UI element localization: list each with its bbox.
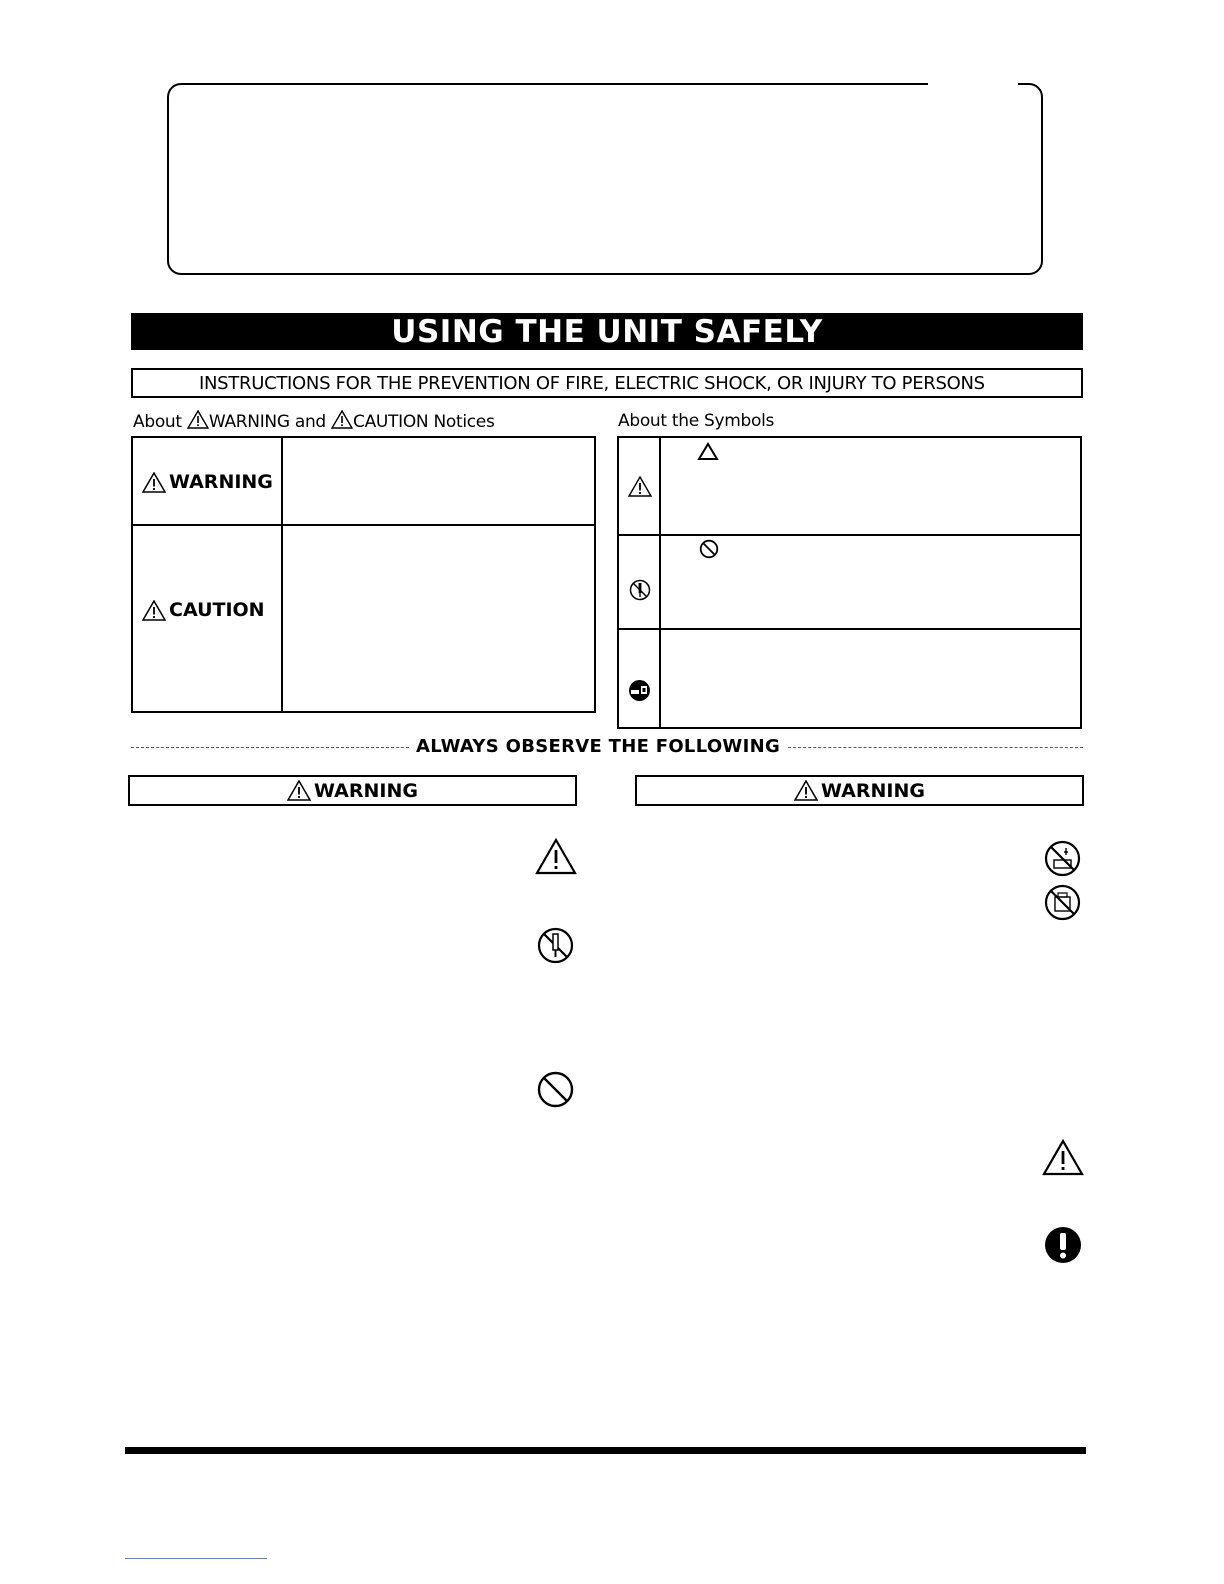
caption-about: About bbox=[133, 412, 182, 432]
mandatory-exclamation-icon bbox=[1044, 1226, 1082, 1264]
warning-triangle-icon bbox=[142, 600, 166, 621]
footer-link-underline bbox=[125, 1558, 267, 1559]
warning-triangle-icon bbox=[287, 780, 311, 801]
unplug-icon bbox=[628, 679, 651, 702]
no-disassemble-icon bbox=[629, 579, 651, 601]
observe-heading: ALWAYS OBSERVE THE FOLLOWING bbox=[415, 736, 781, 757]
symbols-caption: About the Symbols bbox=[618, 411, 775, 431]
left-warning-label: WARNING bbox=[314, 779, 418, 802]
no-disassemble-icon bbox=[537, 927, 574, 964]
dashed-rule bbox=[788, 747, 1083, 748]
footer-rule bbox=[125, 1447, 1086, 1454]
notice-frame-gap bbox=[928, 80, 1018, 88]
warning-triangle-icon bbox=[535, 838, 577, 875]
caption-caution: CAUTION Notices bbox=[353, 412, 495, 432]
caution-label: CAUTION bbox=[169, 599, 265, 621]
table-divider bbox=[281, 438, 283, 711]
right-warning-label: WARNING bbox=[821, 779, 925, 802]
left-warning-header bbox=[128, 775, 577, 806]
warning-triangle-icon bbox=[142, 472, 166, 493]
warning-triangle-icon bbox=[1042, 1139, 1084, 1176]
no-liquid-container-icon bbox=[1044, 884, 1081, 921]
prohibited-icon bbox=[699, 539, 719, 559]
page-subtitle: INSTRUCTIONS FOR THE PREVENTION OF FIRE, ELECTRIC SHOCK, OR INJURY TO PERSONS bbox=[131, 368, 1083, 398]
right-warning-header bbox=[635, 775, 1084, 806]
warning-triangle-icon bbox=[628, 476, 652, 497]
warning-triangle-icon bbox=[187, 410, 209, 429]
caution-notice-label bbox=[142, 599, 265, 621]
warning-notice-label bbox=[142, 471, 273, 493]
dashed-rule bbox=[131, 747, 409, 748]
notices-caption bbox=[133, 410, 495, 432]
no-water-icon bbox=[1044, 840, 1081, 877]
triangle-symbol-icon bbox=[697, 442, 719, 461]
caption-warning: WARNING and bbox=[208, 412, 326, 432]
warning-label: WARNING bbox=[169, 471, 273, 493]
table-divider bbox=[659, 438, 661, 727]
prohibited-icon bbox=[537, 1071, 574, 1108]
warning-triangle-icon bbox=[331, 410, 353, 429]
symbols-table bbox=[617, 436, 1082, 729]
page-title: USING THE UNIT SAFELY bbox=[131, 313, 1083, 350]
notice-frame bbox=[167, 83, 1043, 275]
warning-triangle-icon bbox=[794, 780, 818, 801]
notices-table bbox=[131, 436, 596, 713]
table-divider bbox=[619, 628, 1080, 630]
table-divider bbox=[619, 534, 1080, 536]
table-divider bbox=[133, 524, 594, 526]
